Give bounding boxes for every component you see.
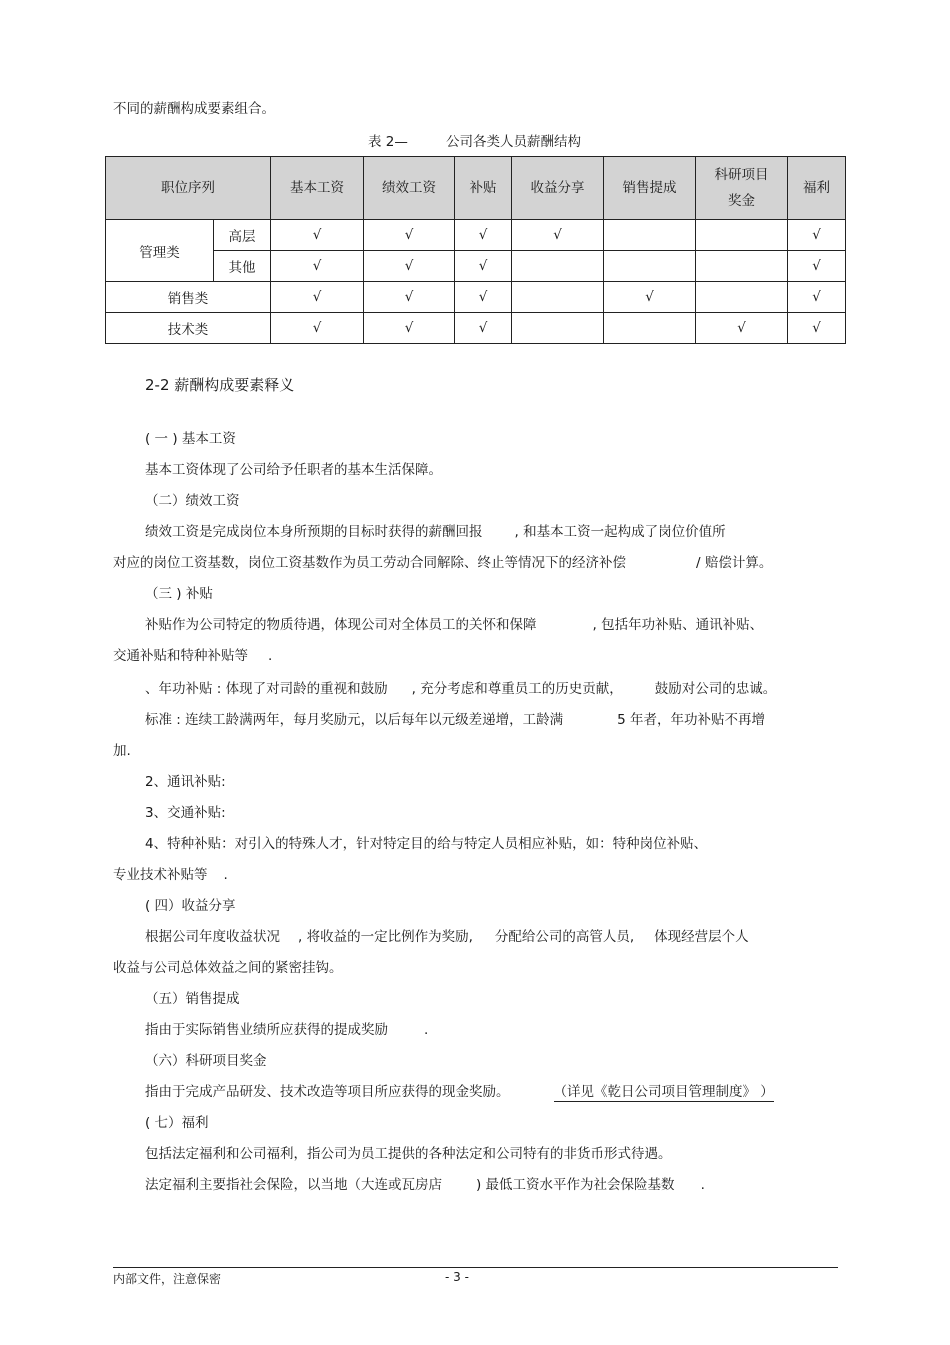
table-cell bbox=[604, 313, 696, 344]
text-fragment: 标准 : 连续工龄满两年，每月奖励元，以后每年以元级差递增，工龄满 bbox=[145, 712, 564, 728]
table-cell: √ bbox=[271, 282, 364, 313]
text-fragment: 指由于实际销售业绩所应获得的提成奖励 bbox=[145, 1022, 388, 1038]
table-cell bbox=[512, 313, 604, 344]
text-fragment: 对应的岗位工资基数，岗位工资基数作为员工劳动合同解除、终止等情况下的经济补偿 bbox=[113, 555, 626, 571]
table-header-row bbox=[106, 157, 846, 220]
table-caption bbox=[368, 130, 581, 150]
text-fragment: 根据公司年度收益状况 bbox=[145, 929, 280, 945]
table-cell bbox=[512, 251, 604, 282]
text-fragment: 绩效工资是完成岗位本身所预期的目标时获得的薪酬回报 bbox=[145, 524, 483, 540]
header-allowance: 补贴 bbox=[455, 157, 512, 220]
text-fragment: . bbox=[223, 867, 228, 883]
paragraph: 加. bbox=[113, 743, 131, 759]
table-cell bbox=[696, 251, 788, 282]
text-fragment: 交通补贴和特种补贴等 bbox=[113, 648, 248, 664]
text-fragment: 体现经营层个人 bbox=[654, 929, 749, 945]
table-cell: √ bbox=[364, 282, 455, 313]
paragraph bbox=[113, 644, 272, 664]
row-label: 技术类 bbox=[106, 313, 271, 344]
table-caption-title: 公司各类人员薪酬结构 bbox=[446, 134, 581, 150]
text-fragment: / 赔偿计算。 bbox=[696, 555, 773, 571]
table-row bbox=[106, 251, 846, 282]
header-research-bonus bbox=[696, 157, 788, 220]
text-fragment: . bbox=[424, 1022, 429, 1038]
table-cell bbox=[512, 282, 604, 313]
paragraph bbox=[145, 925, 749, 945]
paragraph: 基本工资体现了公司给予任职者的基本生活保障。 bbox=[145, 462, 442, 478]
table-cell bbox=[696, 282, 788, 313]
paragraph bbox=[145, 1173, 705, 1193]
table-cell: √ bbox=[271, 220, 364, 251]
table-cell: √ bbox=[364, 220, 455, 251]
list-item: 3、交通补贴: bbox=[145, 805, 226, 821]
header-sales-commission: 销售提成 bbox=[604, 157, 696, 220]
intro-text: 不同的薪酬构成要素组合。 bbox=[113, 101, 275, 117]
paragraph bbox=[145, 1080, 774, 1100]
table-cell: √ bbox=[604, 282, 696, 313]
table-cell: √ bbox=[271, 313, 364, 344]
header-base-salary: 基本工资 bbox=[271, 157, 364, 220]
group-management: 管理类 bbox=[106, 220, 214, 282]
text-fragment: 补贴作为公司特定的物质待遇，体现公司对全体员工的关怀和保障 bbox=[145, 617, 537, 633]
table-cell: √ bbox=[788, 313, 846, 344]
row-label: 销售类 bbox=[106, 282, 271, 313]
table-row bbox=[106, 313, 846, 344]
header-research-bonus-line2: 奖金 bbox=[728, 193, 755, 209]
header-profit-sharing: 收益分享 bbox=[512, 157, 604, 220]
table-cell: √ bbox=[788, 251, 846, 282]
text-fragment: , 和基本工资一起构成了岗位价值所 bbox=[514, 524, 726, 540]
section-title-profit-sharing: ( 四）收益分享 bbox=[145, 898, 236, 914]
text-fragment: 鼓励对公司的忠诚。 bbox=[654, 681, 777, 697]
table-cell: √ bbox=[455, 313, 512, 344]
table-row bbox=[106, 282, 846, 313]
page-number: - 3 - bbox=[445, 1270, 469, 1284]
text-fragment: . bbox=[700, 1177, 705, 1193]
text-fragment: , 将收益的一定比例作为奖励, bbox=[298, 929, 473, 945]
header-research-bonus-line1: 科研项目 bbox=[714, 167, 769, 183]
text-fragment: 指由于完成产品研发、技术改造等项目所应获得的现金奖励。 bbox=[145, 1084, 510, 1100]
text-fragment: ) 最低工资水平作为社会保险基数 bbox=[476, 1177, 675, 1193]
paragraph bbox=[145, 1018, 428, 1038]
table-cell bbox=[696, 220, 788, 251]
paragraph bbox=[145, 613, 763, 633]
text-fragment: , 充分考虑和尊重员工的历史贡献， bbox=[411, 681, 623, 697]
table-cell: √ bbox=[696, 313, 788, 344]
text-fragment: , 包括年功补贴、通讯补贴、 bbox=[592, 617, 764, 633]
header-welfare: 福利 bbox=[788, 157, 846, 220]
table-cell: √ bbox=[364, 251, 455, 282]
list-item: 2、通讯补贴: bbox=[145, 774, 226, 790]
paragraph bbox=[145, 677, 776, 697]
table-row bbox=[106, 220, 846, 251]
text-fragment: 、年功补贴 : 体现了对司龄的重视和鼓励 bbox=[145, 681, 388, 697]
table-cell: √ bbox=[455, 251, 512, 282]
section-title-research-bonus: （六）科研项目奖金 bbox=[145, 1053, 267, 1069]
paragraph bbox=[145, 520, 726, 540]
row-label: 其他 bbox=[214, 251, 271, 282]
footer-divider bbox=[113, 1267, 838, 1268]
text-fragment: 专业技术补贴等 bbox=[113, 867, 208, 883]
text-fragment: 分配给公司的高管人员, bbox=[494, 929, 635, 945]
text-fragment: . bbox=[268, 648, 273, 664]
section-heading: 2-2 薪酬构成要素释义 bbox=[145, 376, 295, 394]
table-cell: √ bbox=[788, 220, 846, 251]
table-cell: √ bbox=[364, 313, 455, 344]
reference-link[interactable]: （详见《乾日公司项目管理制度》 ） bbox=[553, 1084, 774, 1100]
table-cell: √ bbox=[271, 251, 364, 282]
header-performance-salary: 绩效工资 bbox=[364, 157, 455, 220]
paragraph: 包括法定福利和公司福利，指公司为员工提供的各种法定和公司特有的非货币形式待遇。 bbox=[145, 1146, 672, 1162]
section-title-allowance: （三 ) 补贴 bbox=[145, 586, 213, 602]
text-fragment: 5 年者，年功补贴不再增 bbox=[617, 712, 766, 728]
section-title-performance-salary: （二）绩效工资 bbox=[145, 493, 240, 509]
text-fragment: 法定福利主要指社会保险，以当地（大连或瓦房店 bbox=[145, 1177, 442, 1193]
table-cell: √ bbox=[455, 282, 512, 313]
table-cell bbox=[604, 220, 696, 251]
section-title-base-salary: ( 一 ) 基本工资 bbox=[145, 431, 236, 447]
table-cell: √ bbox=[455, 220, 512, 251]
section-title-welfare: ( 七）福利 bbox=[145, 1115, 209, 1131]
section-title-sales-commission: （五）销售提成 bbox=[145, 991, 240, 1007]
paragraph bbox=[145, 708, 765, 728]
row-label: 高层 bbox=[214, 220, 271, 251]
paragraph bbox=[113, 863, 228, 883]
table-cell bbox=[604, 251, 696, 282]
table-caption-number: 表 2— bbox=[368, 134, 408, 150]
salary-structure-table bbox=[105, 156, 846, 344]
table-cell: √ bbox=[788, 282, 846, 313]
table-cell: √ bbox=[512, 220, 604, 251]
list-item: 4、特种补贴：对引入的特殊人才，针对特定目的给与特定人员相应补贴，如：特种岗位补贴、 bbox=[145, 836, 708, 852]
paragraph bbox=[113, 551, 772, 571]
header-position-series: 职位序列 bbox=[106, 157, 271, 220]
footer-confidential-note: 内部文件，注意保密 bbox=[113, 1272, 222, 1286]
paragraph: 收益与公司总体效益之间的紧密挂钩。 bbox=[113, 960, 343, 976]
